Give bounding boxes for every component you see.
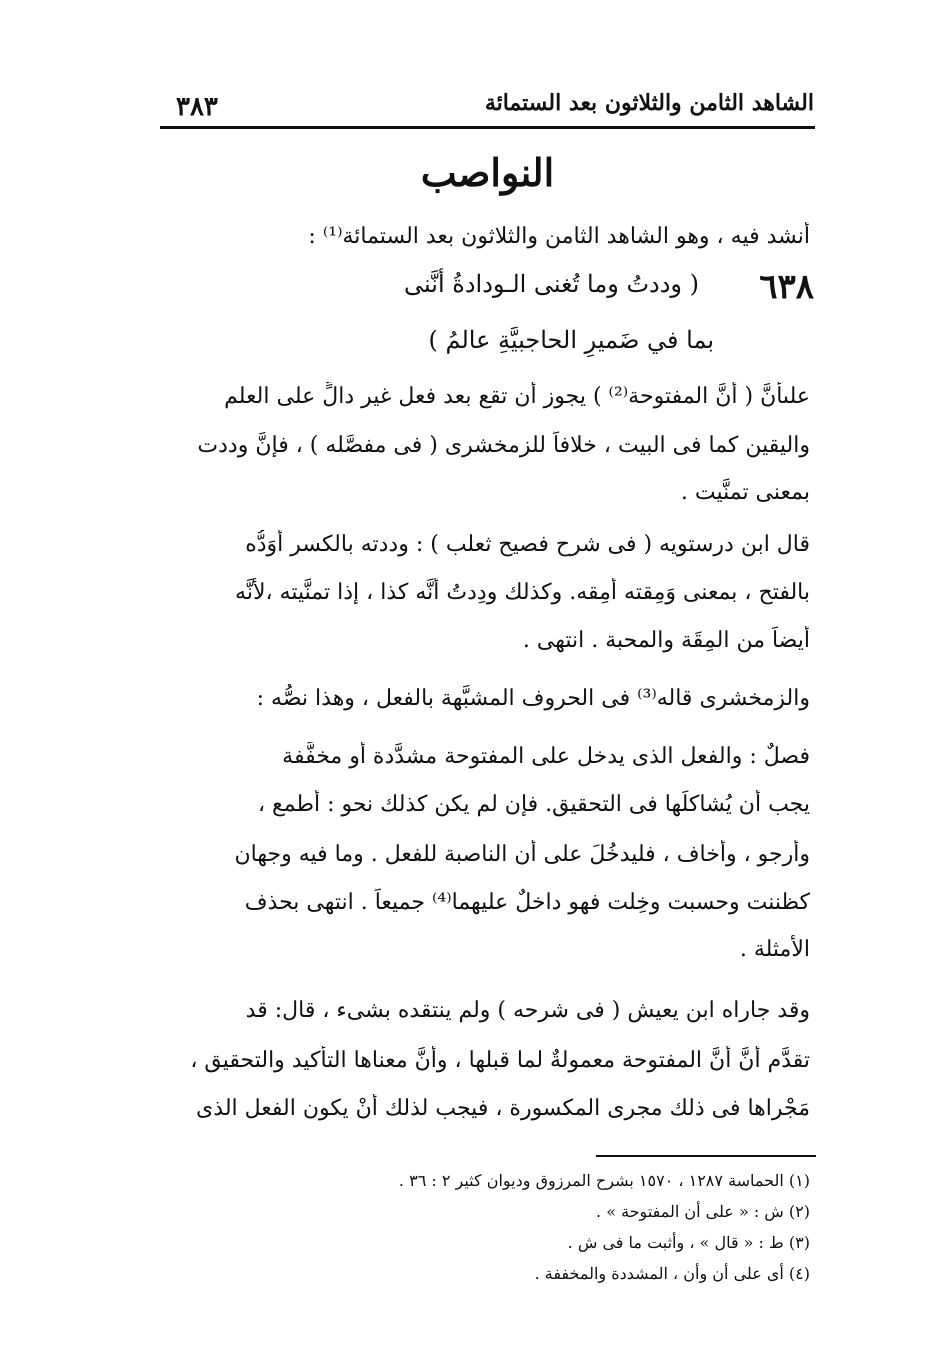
body-line: علىأنَّ ( أنَّ المفتوحة⁽²⁾ ) يجوز أن تقع بعد فعل غير دالٍّ على العلم (224, 384, 810, 409)
body-line: بالفتح ، بمعنى وَمِقته أمِقه. وكذلك ودِدتُ أنَّه كذا ، إذا تمنَّيته ،لأنَّه (235, 580, 810, 605)
body-line: واليقين كما فى البيت ، خلافاً للزمخشرى ( فى مفصَّله ) ، فإنَّ وددت (197, 433, 810, 458)
verse-line-2: بما في ضَميرِ الحاجبيَّةِ عالمُ ) (428, 326, 714, 354)
body-line: تقدَّم أنَّ أنَّ المفتوحة معمولةٌ لما قبلها ، وأنَّ معناها التأكيد والتحقيق ، (190, 1048, 810, 1073)
verse-number: ٦٣٨ (759, 267, 814, 307)
verse-line-1: ( وددتُ وما تُغنى الـودادةُ أنَّنى (404, 270, 699, 298)
footnote: (٤) أى على أن وأن ، المشددة والمخففة . (534, 1264, 810, 1283)
body-line: وقد جاراه ابن يعيش ( فى شرحه ) ولم ينتقده بشىء ، قال: قد (245, 998, 810, 1023)
body-line: كظننت وحسبت وخِلت فهو داخلٌ عليهما⁽⁴⁾ جميعاً . انتهى بحذف (244, 890, 810, 915)
body-line: فصلٌ : والفعل الذى يدخل على المفتوحة مشدَّدة أو مخفَّفة (282, 744, 810, 769)
footnote: (٢) ش : « على أن المفتوحة » . (596, 1202, 810, 1221)
running-title: الشاهد الثامن والثلاثون بعد الستمائة (484, 90, 814, 116)
body-line: قال ابن درستويه ( فى شرح فصيح ثعلب ) : وددته بالكسر أوَدُّه (245, 532, 810, 557)
body-line: أيضاً من المِقَة والمحبة . انتهى . (522, 628, 810, 653)
page-number: ٣٨٣ (176, 92, 218, 122)
body-line: مَجْراها فى ذلك مجرى المكسورة ، فيجب لذلك أنْ يكون الفعل الذى (196, 1096, 810, 1121)
body-line: يجب أن يُشاكلَها فى التحقيق. فإن لم يكن كذلك نحو : أطمع ، (257, 792, 810, 817)
intro-line: أنشد فيه ، وهو الشاهد الثامن والثلاثون بعد الستمائة⁽¹⁾ : (308, 224, 810, 249)
body-line: بمعنى تمنَّيت . (680, 480, 810, 505)
footnote: (١) الحماسة ١٢٨٧ ، ١٥٧٠ بشرح المرزوق وديوان كثير ٢ : ٣٦ . (398, 1171, 810, 1190)
header-rule (160, 126, 815, 129)
section-title: النواصب (420, 150, 555, 195)
footnote: (٣) ط : « قال » ، وأثبت ما فى ش . (567, 1233, 810, 1252)
body-line: وأرجو ، وأخاف ، فليدخُلَ على أن الناصبة للفعل . وما فيه وجهان (234, 842, 810, 867)
body-line: الأمثلة . (739, 937, 810, 962)
footnote-rule (596, 1155, 816, 1157)
body-line: والزمخشرى قاله⁽³⁾ فى الحروف المشبَّهة بالفعل ، وهذا نصُّه : (256, 686, 810, 711)
